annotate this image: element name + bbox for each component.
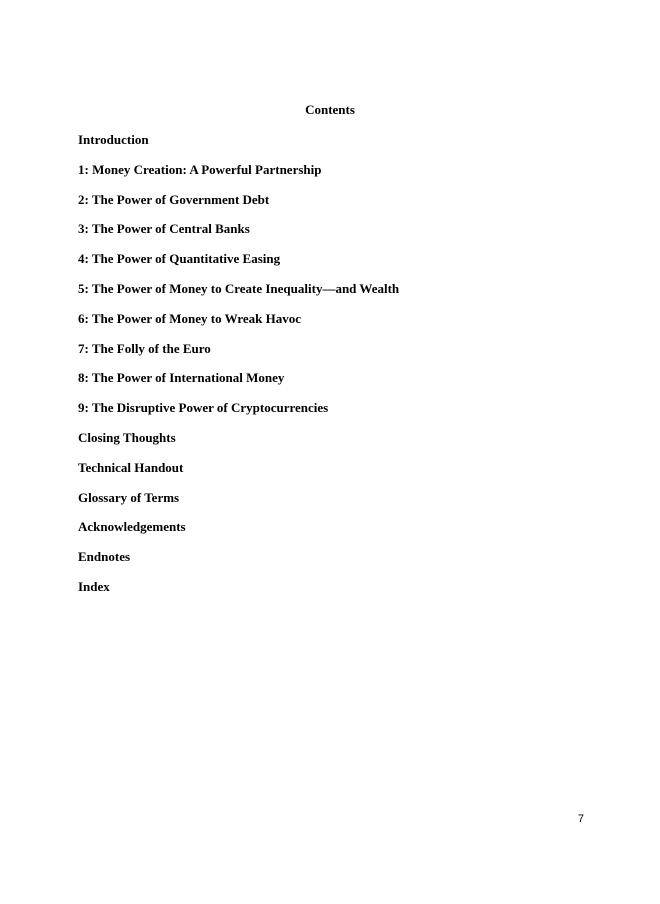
page-number: 7 <box>577 813 584 825</box>
toc-entry-endnotes: Endnotes <box>78 549 131 565</box>
toc-entry-chapter-9: 9: The Disruptive Power of Cryptocurrencies <box>78 400 329 416</box>
toc-entry-glossary: Glossary of Terms <box>78 489 180 505</box>
toc-entry-chapter-6: 6: The Power of Money to Wreak Havoc <box>78 310 302 326</box>
toc-entry-chapter-1: 1: Money Creation: A Powerful Partnership <box>78 161 322 177</box>
toc-entry-chapter-8: 8: The Power of International Money <box>78 370 285 386</box>
toc-entry-chapter-3: 3: The Power of Central Banks <box>78 221 250 237</box>
toc-entry-chapter-5: 5: The Power of Money to Create Inequality—and Wealth <box>78 280 400 296</box>
toc-entry-chapter-2: 2: The Power of Government Debt <box>78 191 270 207</box>
toc-entry-acknowledgements: Acknowledgements <box>78 519 186 535</box>
toc-entry-chapter-7: 7: The Folly of the Euro <box>78 340 211 356</box>
page-title: Contents <box>305 102 355 117</box>
toc-entry-closing-thoughts: Closing Thoughts <box>78 429 176 445</box>
toc-entry-technical-handout: Technical Handout <box>78 459 184 475</box>
toc-entry-index: Index <box>78 578 110 594</box>
table-of-contents <box>78 131 598 608</box>
toc-entry-chapter-4: 4: The Power of Quantitative Easing <box>78 251 281 267</box>
toc-entry-introduction: Introduction <box>78 132 149 147</box>
